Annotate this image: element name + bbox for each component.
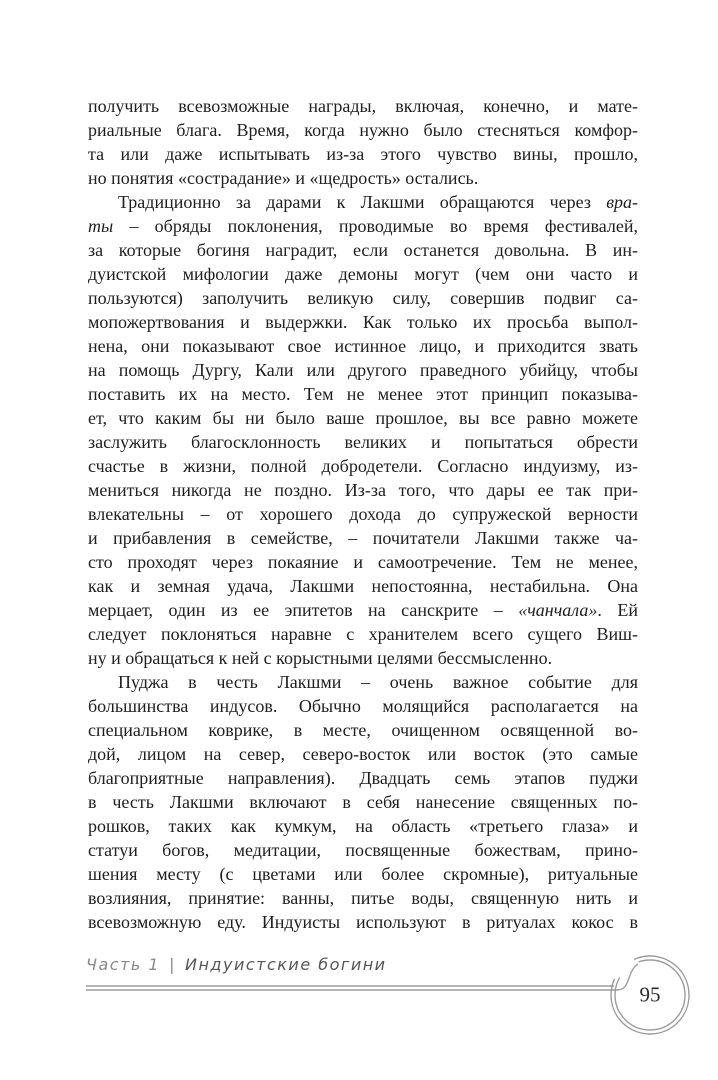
- body-line: мопожертвования и выдержки. Как только их просьба выпол-: [88, 312, 638, 332]
- part-label: Часть 1: [86, 955, 161, 974]
- body-line: благоприятные направления). Двадцать семь этапов пуджи: [88, 768, 638, 788]
- body-line: счастье в жизни, полной добродетели. Согласно индуизму, из-: [88, 456, 638, 476]
- body-line: ет, что каким бы ни было ваше прошлое, вы все равно можете: [88, 408, 638, 428]
- body-line: за которые богиня наградит, если останется довольна. В ин-: [88, 240, 638, 260]
- body-line: влекательны – от хорошего дохода до супружеской верности: [88, 504, 638, 524]
- section-label: Индуистские богини: [184, 955, 387, 974]
- italic-term: вра-: [606, 192, 638, 212]
- body-line: получить всевозможные награды, включая, конечно, и мате-: [88, 96, 638, 116]
- body-line: та или даже испытывать из-за этого чувство вины, прошло,: [88, 144, 638, 164]
- footer-rule-ornament: [86, 948, 702, 1048]
- body-line: как и земная удача, Лакшми непостоянна, нестабильна. Она: [88, 576, 638, 596]
- body-line: Традиционно за дарами к Лакшми обращаются через вра-: [118, 192, 638, 212]
- body-line: дой, лицом на север, северо-восток или восток (это самые: [88, 744, 638, 764]
- body-line: риальные блага. Время, когда нужно было стесняться комфор-: [88, 120, 638, 140]
- body-line: дуистской мифологии даже демоны могут (чем они часто и: [88, 264, 638, 284]
- body-line: следует поклоняться наравне с хранителем всего сущего Виш-: [88, 624, 638, 644]
- body-line: и прибавления в семействе, – почитатели Лакшми также ча-: [88, 528, 638, 548]
- body-line: на помощь Дургу, Кали или другого праведного убийцу, чтобы: [88, 360, 638, 380]
- body-line: сто проходят через покаяние и самоотречение. Тем не менее,: [88, 552, 638, 572]
- body-line: но понятия «сострадание» и «щедрость» остались.: [88, 168, 479, 188]
- body-line: статуи богов, медитации, посвященные божествам, прино-: [88, 840, 638, 860]
- body-line: в честь Лакшми включают в себя нанесение священных по-: [88, 792, 638, 812]
- body-line: возлияния, принятие: ванны, питье воды, священную нить и: [88, 888, 638, 908]
- body-line: пользуются) заполучить великую силу, совершив подвиг са-: [88, 288, 638, 308]
- body-line: мениться никогда не поздно. Из-за того, что дары ее так при-: [88, 480, 638, 500]
- body-line: специальном коврике, в месте, очищенном освященной во-: [88, 720, 638, 740]
- body-line: ну и обращаться к ней с корыстными целями бессмысленно.: [88, 648, 553, 668]
- page-number: 95: [639, 982, 661, 1007]
- body-line: поставить их на место. Тем не менее этот принцип показыва-: [88, 384, 638, 404]
- body-line: заслужить благосклонность великих и попытаться обрести: [88, 432, 638, 452]
- footer-separator: |: [169, 955, 176, 974]
- body-line: всевозможную еду. Индуисты используют в ритуалах кокос в: [88, 912, 638, 932]
- rule-curl: [617, 964, 638, 990]
- text-block: [88, 94, 638, 934]
- body-line: мерцает, один из ее эпитетов на санскрите – «чанчала». Ей: [88, 600, 638, 620]
- body-line: рошков, таких как кумкум, на область «третьего глаза» и: [88, 816, 638, 836]
- body-line: большинства индусов. Обычно молящийся располагается на: [88, 696, 638, 716]
- body-line: шения месту (с цветами или более скромные), ритуальные: [88, 864, 638, 884]
- body-line: нена, они показывают свое истинное лицо, и приходится звать: [88, 336, 638, 356]
- italic-term: «чанчала»: [518, 600, 598, 620]
- body-line: Пуджа в честь Лакшми – очень важное событие для: [118, 672, 638, 692]
- body-line: ты – обряды поклонения, проводимые во время фестивалей,: [88, 216, 638, 236]
- italic-term: ты: [88, 216, 114, 236]
